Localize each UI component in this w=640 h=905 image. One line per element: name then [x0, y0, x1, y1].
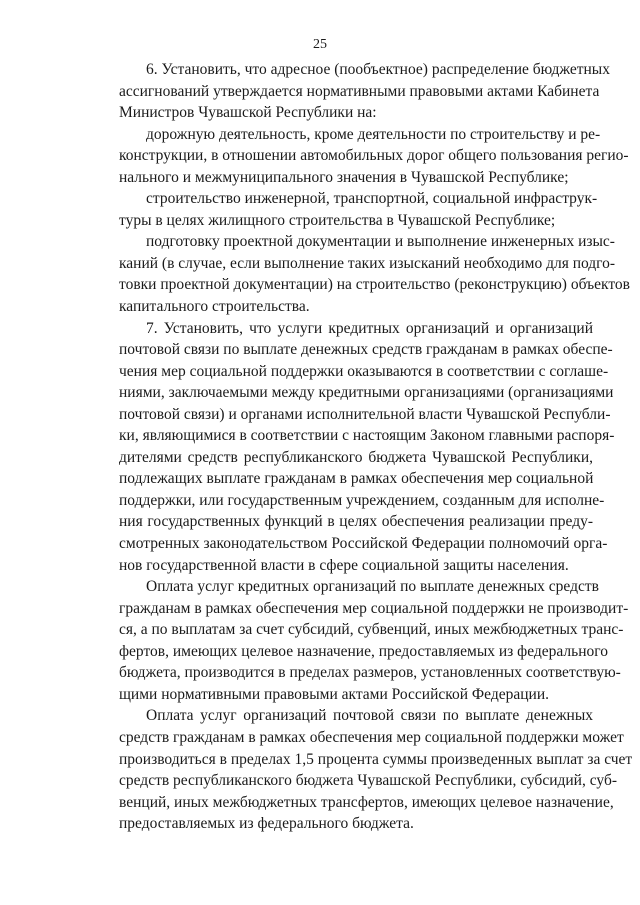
text-line: поддержки, или государственным учреждением, созданным для исполне- [119, 491, 605, 509]
paragraph [119, 124, 629, 189]
text-line: ассигнований утверждается нормативными правовыми актами Кабинета [119, 82, 600, 100]
text-line: почтовой связи) и органами исполнительной власти Чувашской Республи- [119, 405, 611, 423]
paragraph [119, 231, 630, 317]
text-line: дителями средств республиканского бюджета Чувашской Республики, [119, 448, 593, 466]
text-line: бюджета, производится в пределах размеров, установленных соответствую- [119, 664, 621, 682]
text-line: строительство инженерной, транспортной, социальной инфраструк- [146, 190, 598, 208]
text-line: фертов, имеющих целевое назначение, предоставляемых из федерального [119, 642, 608, 660]
text-line: капитального строительства. [119, 298, 310, 316]
text-line: производиться в пределах 1,5 процента суммы произведенных выплат за счет [119, 750, 633, 768]
paragraph [119, 576, 629, 705]
text-line: Оплата услуг организаций почтовой связи по выплате денежных [146, 707, 593, 725]
paragraph [119, 705, 633, 834]
text-line: чения мер социальной поддержки оказываются в соответствии с соглаше- [119, 362, 609, 380]
text-line: дорожную деятельность, кроме деятельности по строительству и ре- [146, 125, 601, 143]
text-line: Министров Чувашской Республики на: [119, 104, 377, 122]
text-line: ся, а по выплатам за счет субсидий, субвенций, иных межбюджетных транс- [119, 621, 624, 639]
paragraph [119, 59, 610, 124]
text-line: нального и межмуниципального значения в Чувашской Республике; [119, 168, 569, 186]
text-line: конструкции, в отношении автомобильных дорог общего пользования регио- [119, 147, 629, 165]
text-line: средств республиканского бюджета Чувашской Республики, субсидий, суб- [119, 772, 617, 790]
text-line: подлежащих выплате гражданам в рамках обеспечения мер социальной [119, 470, 594, 488]
text-line: ки, являющимися в соответствии с настоящим Законом главными распоря- [119, 427, 615, 445]
text-line: почтовой связи по выплате денежных средств гражданам в рамках обеспе- [119, 341, 613, 359]
text-line: товки проектной документации) на строительство (реконструкцию) объектов [119, 276, 630, 294]
text-line: ниями, заключаемыми между кредитными организациями (организациями [119, 384, 614, 402]
text-line: Оплата услуг кредитных организаций по выплате денежных средств [146, 578, 599, 596]
text-line: 6. Установить, что адресное (пообъектное) распределение бюджетных [146, 61, 610, 78]
text-line: смотренных законодательством Российской Федерации полномочий орга- [119, 535, 608, 553]
text-line: предоставляемых из федерального бюджета. [119, 815, 414, 833]
text-line: туры в целях жилищного строительства в Чувашской Республике; [119, 211, 556, 229]
text-line: 7. Установить, что услуги кредитных организаций и организаций [146, 319, 593, 337]
paragraph [119, 188, 598, 231]
page-number: 25 [313, 37, 327, 52]
text-line: нов государственной власти в сфере социальной защиты населения. [119, 556, 569, 574]
text-line: щими нормативными правовыми актами Российской Федерации. [119, 685, 549, 703]
text-line: ния государственных функций в целях обеспечения реализации преду- [119, 513, 593, 531]
paragraph [119, 318, 615, 577]
text-line: подготовку проектной документации и выполнение инженерных изыс- [146, 233, 615, 251]
text-line: венций, иных межбюджетных трансфертов, имеющих целевое назначение, [119, 793, 614, 811]
text-line: средств гражданам в рамках обеспечения мер социальной поддержки может [119, 728, 624, 746]
text-line: каний (в случае, если выполнение таких изысканий необходимо для подго- [119, 254, 616, 272]
text-line: гражданам в рамках обеспечения мер социальной поддержки не производит- [119, 599, 629, 617]
document-body [119, 59, 633, 835]
